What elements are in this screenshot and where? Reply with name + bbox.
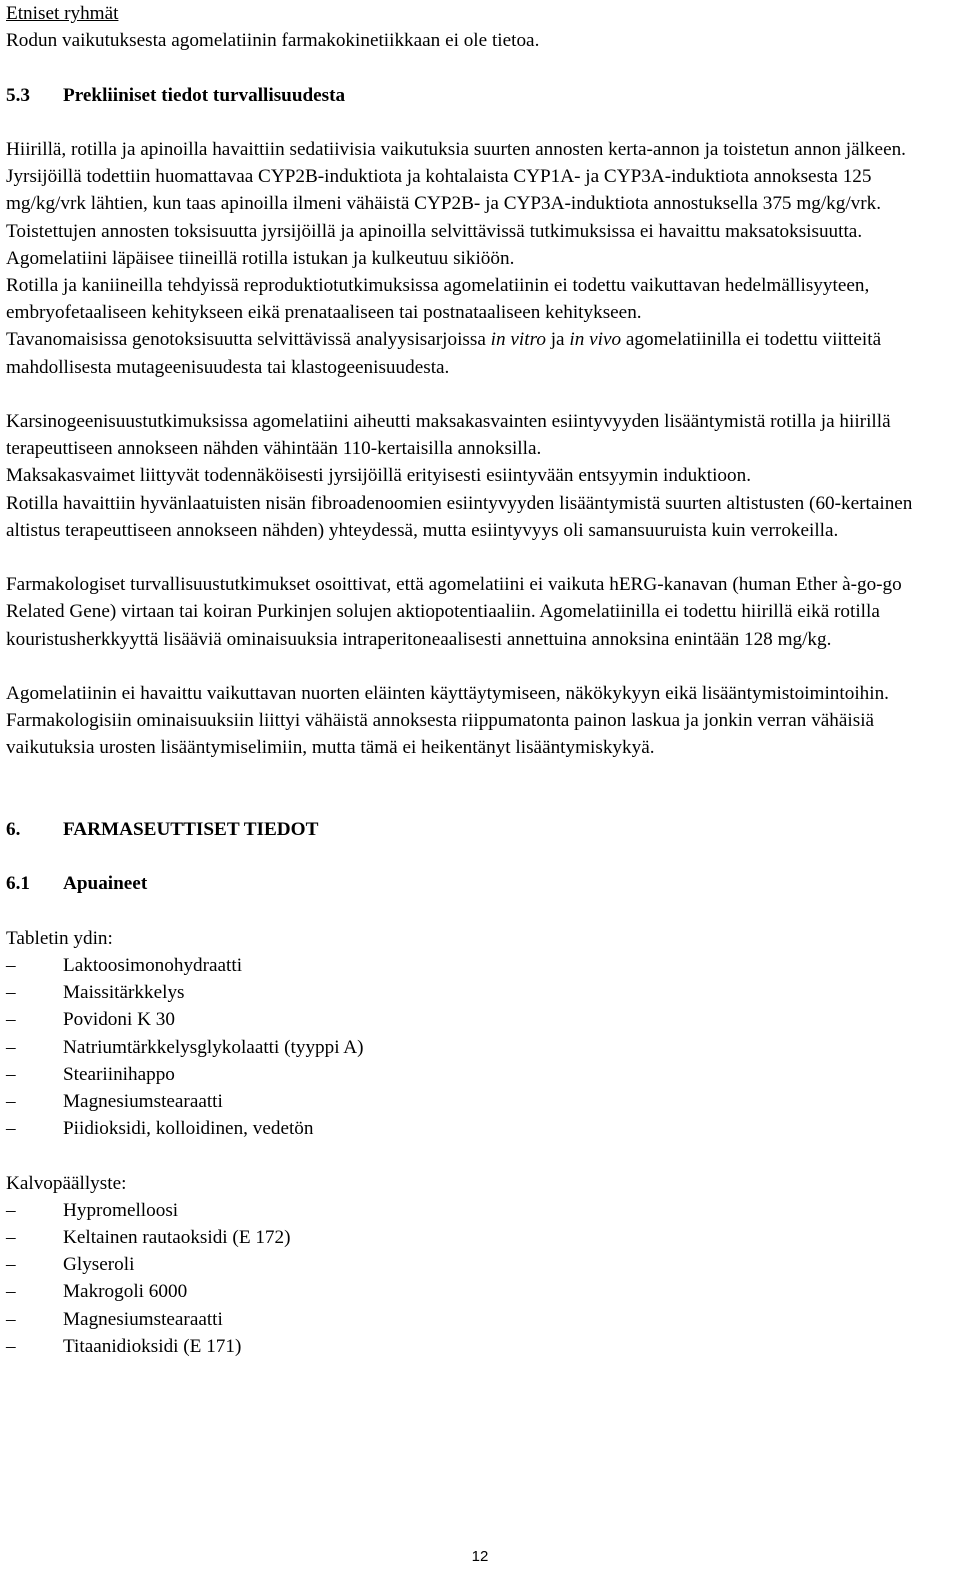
paragraph-liver-tumours: Maksakasvaimet liittyvät todennäköisesti jyrsijöillä erityisesti esiintyvään entsyymin induktioon.	[6, 465, 752, 487]
list-item: – Makrogoli 6000	[6, 1281, 188, 1303]
section-number: 5.3	[6, 84, 30, 106]
paragraph-reproduction: Rotilla ja kaniineilla tehdyissä reproduktiotutkimuksissa agomelatiinin ei todettu vaikuttavan hedelmällisyyteen, embryofetaaliseen kehitykseen eikä prenataaliseen tai postnataaliseen kehitykseen.	[6, 275, 870, 324]
section-title: Prekliiniset tiedot turvallisuudesta	[63, 84, 346, 106]
list-item: – Magnesiumstearaatti	[6, 1090, 223, 1112]
section-title: Apuaineet	[63, 873, 148, 895]
paragraph-carcinogenicity: Karsinogeenisuustutkimuksissa agomelatiini aiheutti maksakasvainten esiintyvyyden lisääntymistä rotilla ja hiirillä terapeuttiseen annokseen nähden vähintään 110-kertaisilla annoksilla.	[6, 411, 891, 460]
list-item: – Piidioksidi, kolloidinen, vedetön	[6, 1118, 314, 1140]
section-title: FARMASEUTTISET TIEDOT	[63, 818, 319, 840]
paragraph-ethnic-groups: Rodun vaikutuksesta agomelatiinin farmakokinetiikkaan ei ole tietoa.	[6, 30, 540, 52]
tablet-core-label: Tabletin ydin:	[6, 927, 113, 949]
paragraph-enzyme-induction: Jyrsijöillä todettiin huomattavaa CYP2B-induktiota ja kohtalaista CYP1A- ja CYP3A-induktiota annoksesta 125 mg/kg/vrk lähtien, kun taas apinoilla ilmeni vähäistä CYP2B- ja CYP3A-induktiota annostuksella 375 mg/kg/vrk. Toistettujen annosten toksisuutta jyrsijöillä ja apinoilla selvittävissä tutkimuksissa ei havaittu maksatoksisuutta.	[6, 166, 882, 242]
list-item: – Glyseroli	[6, 1254, 135, 1276]
paragraph-genotoxicity: Tavanomaisissa genotoksisuutta selvittävissä analyysisarjoissa in vitro ja in vivo agomelatiinilla ei todettu viitteitä mahdollisesta mutageenisuudesta tai klastogeenisuudesta.	[6, 329, 882, 378]
section-6-1-heading	[6, 870, 954, 897]
paragraph-placenta: Agomelatiini läpäisee tiineillä rotilla istukan ja kulkeutuu sikiöön.	[6, 247, 515, 269]
paragraph-juvenile-animals: Agomelatiinin ei havaittu vaikuttavan nuorten eläinten käyttäytymiseen, näkökykyyn eikä lisääntymistoimintoihin. Farmakologisiin ominaisuuksiin liittyi vähäistä annoksesta riippumatonta painon laskua ja jonkin verran vähäisiä vaikutuksia urosten lisääntymiselimiin, mutta tämä ei heikentänyt lisääntymiskykyä.	[6, 683, 889, 759]
list-item: – Magnesiumstearaatti	[6, 1308, 223, 1330]
list-item: – Keltainen rautaoksidi (E 172)	[6, 1226, 291, 1248]
document-page	[6, 0, 954, 1360]
section-number: 6.1	[6, 873, 30, 895]
section-5-3-heading	[6, 82, 954, 109]
paragraph-sedative-effects: Hiirillä, rotilla ja apinoilla havaittiin sedatiivisia vaikutuksia suurten annosten kerta-annon ja toistetun annon jälkeen.	[6, 138, 906, 160]
list-item: – Povidoni K 30	[6, 1009, 175, 1031]
film-coating-list	[6, 1197, 954, 1360]
paragraph-safety-pharmacology: Farmakologiset turvallisuustutkimukset osoittivat, että agomelatiini ei vaikuta hERG-kanavan (human Ether à-go-go Related Gene) virtaan tai koiran Purkinjen solujen aktiopotentiaaliin. Agomelatiinilla ei todettu hiirillä eikä rotilla kouristusherkkyyttä lisääviä ominaisuuksia intraperitoneaalisesti annettuina annoksina enintään 128 mg/kg.	[6, 574, 902, 650]
paragraph-fibroadenomas: Rotilla havaittiin hyvänlaatuisten nisän fibroadenoomien esiintyvyyden lisääntymistä suurten altistusten (60-kertainen altistus terapeuttiseen annokseen nähden) yhteydessä, mutta esiintyvyys oli samansuuruista kuin verrokeilla.	[6, 492, 913, 541]
list-item: – Steariinihappo	[6, 1063, 175, 1085]
subheading-ethnic-groups: Etniset ryhmät	[6, 3, 119, 24]
section-number: 6.	[6, 818, 21, 840]
section-6-heading	[6, 816, 954, 843]
list-item: – Hypromelloosi	[6, 1199, 179, 1221]
film-coating-label: Kalvopäällyste:	[6, 1172, 127, 1194]
list-item: – Natriumtärkkelysglykolaatti (tyyppi A)	[6, 1036, 364, 1058]
list-item: – Maissitärkkelys	[6, 982, 185, 1004]
tablet-core-list	[6, 952, 954, 1142]
page-number: 12	[471, 1548, 489, 1565]
list-item: – Titaanidioksidi (E 171)	[6, 1335, 242, 1357]
list-item: – Laktoosimonohydraatti	[6, 954, 243, 976]
